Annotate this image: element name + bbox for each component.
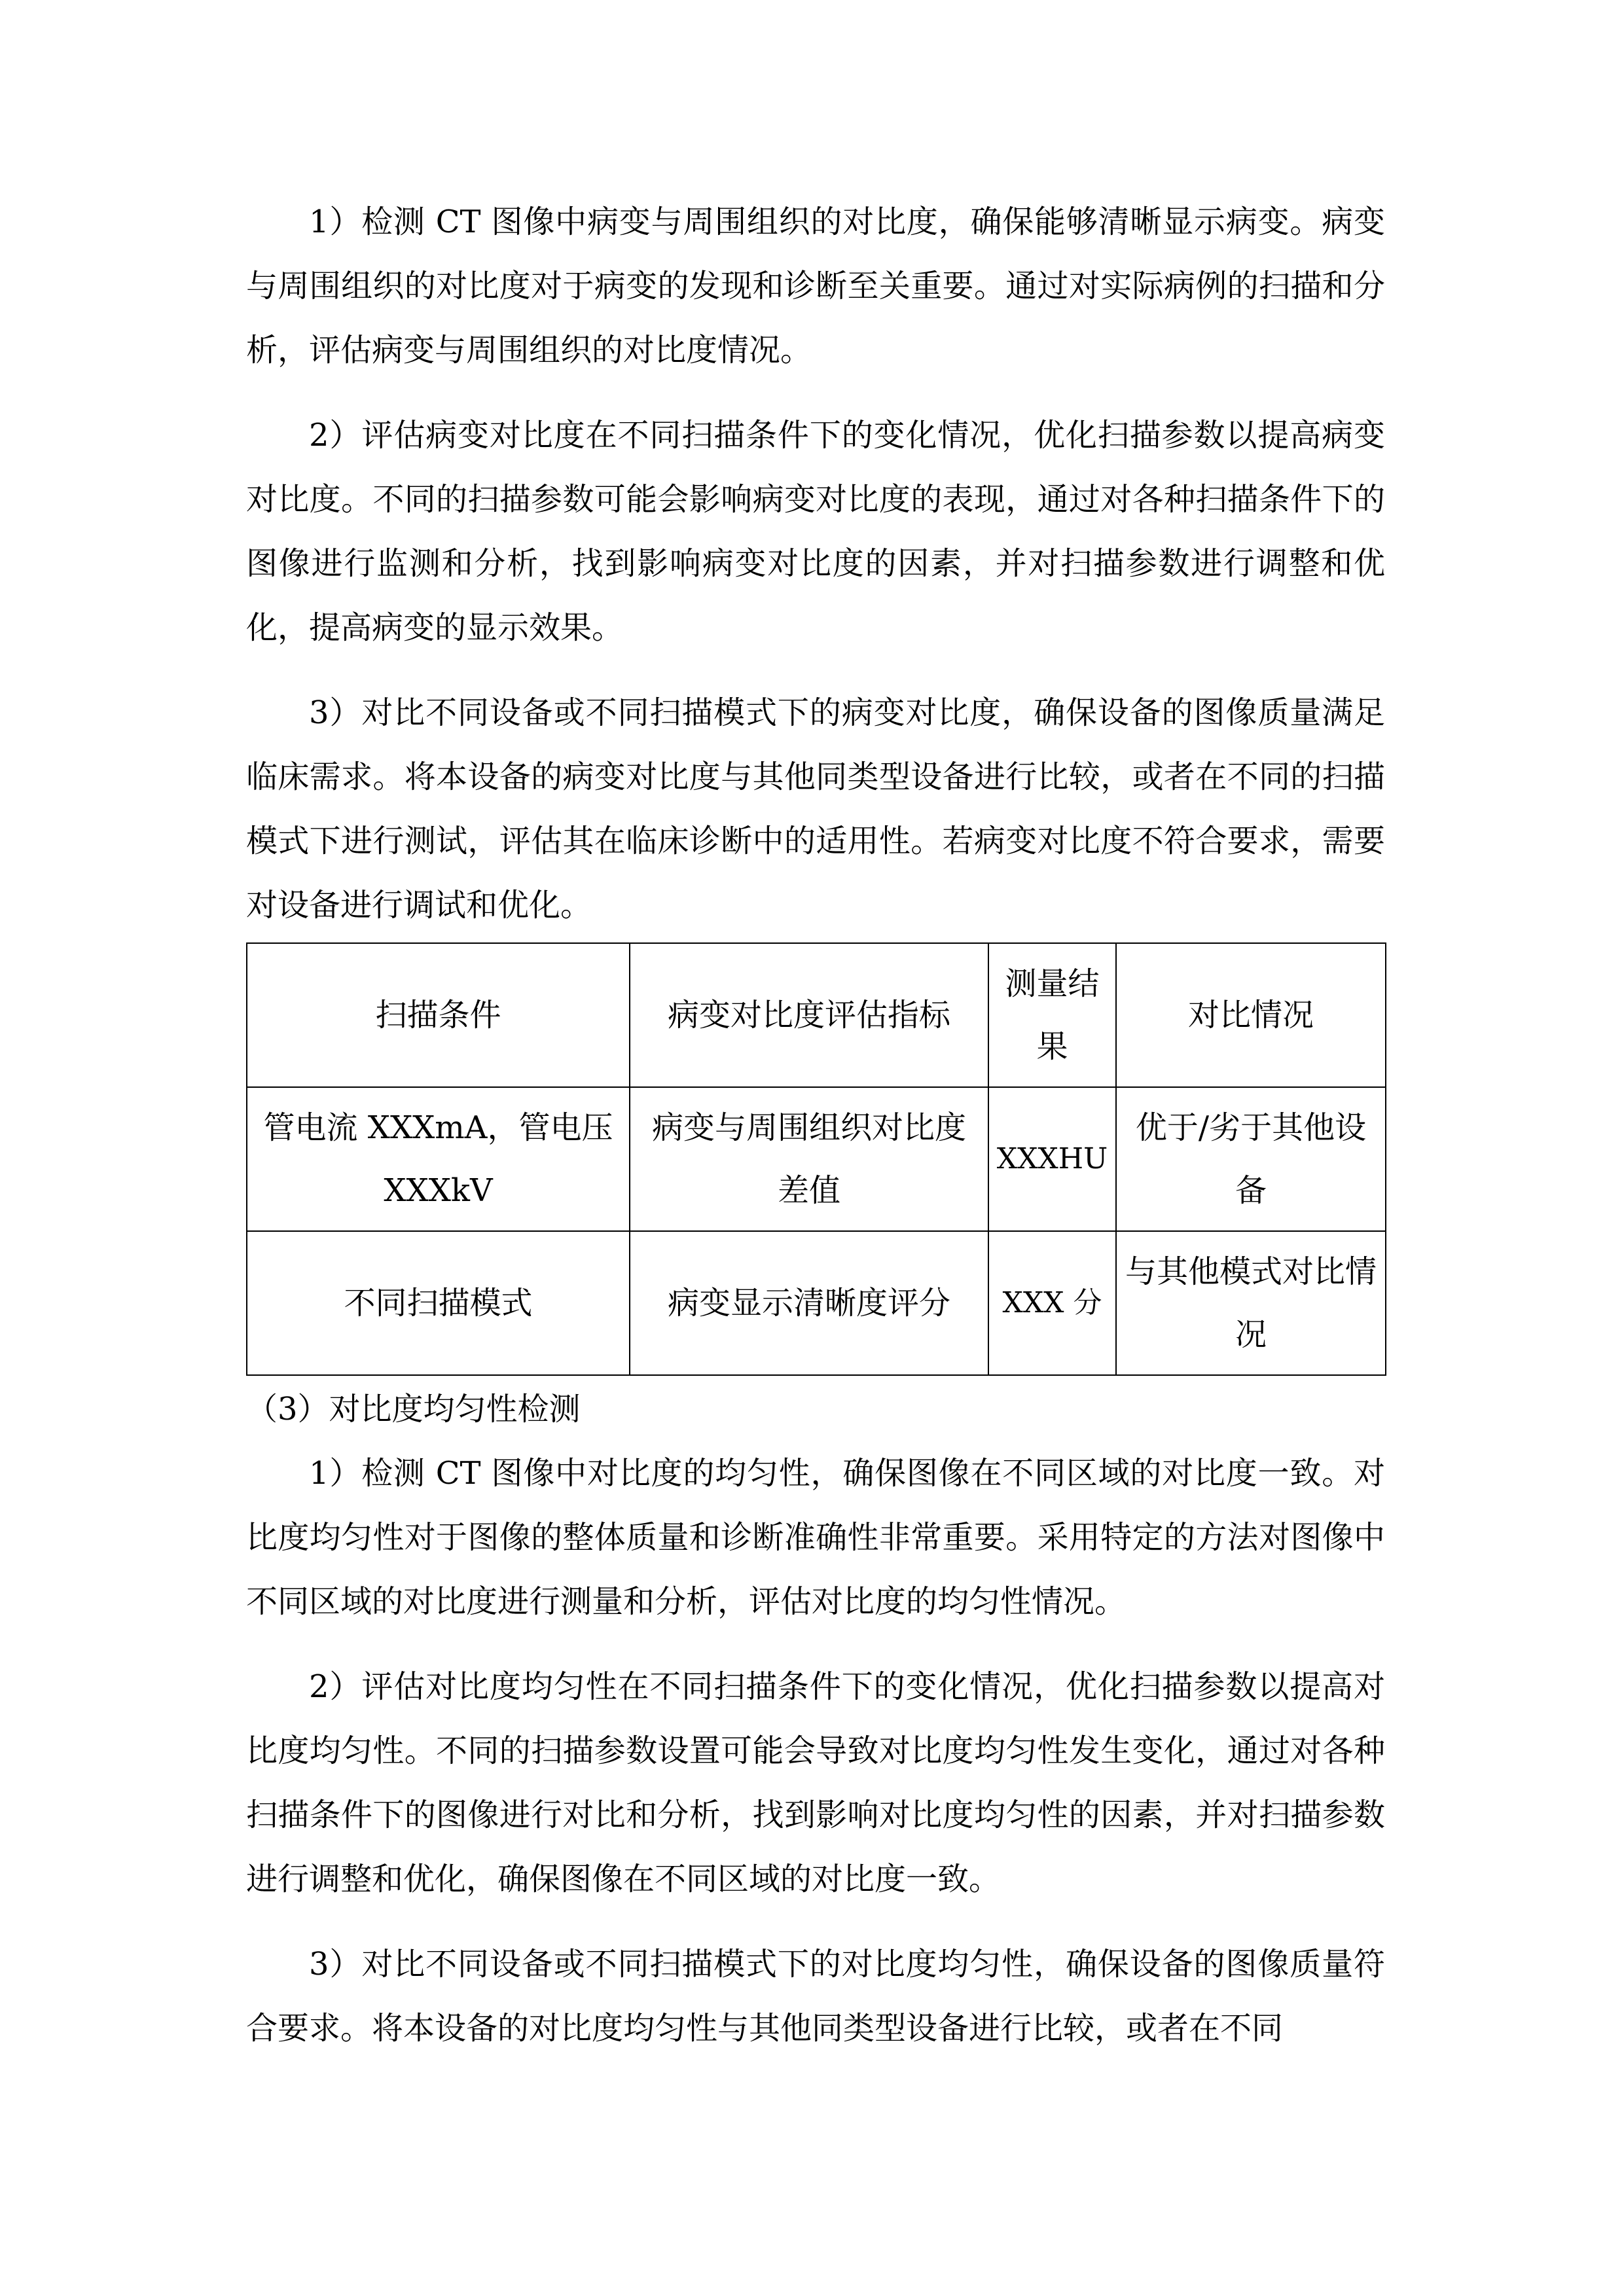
table-row — [247, 1087, 1386, 1231]
header-scan-condition: 扫描条件 — [247, 943, 630, 1087]
table-cell: 病变与周围组织对比度差值 — [630, 1087, 988, 1231]
table-row — [247, 1231, 1386, 1375]
paragraph-uniformity-1: 1）检测 CT 图像中对比度的均匀性，确保图像在不同区域的对比度一致。对比度均匀性对于图像的整体质量和诊断准确性非常重要。采用特定的方法对图像中不同区域的对比度进行测量和分析，评估对比度的均匀性情况。 — [246, 1455, 1385, 1620]
section-heading-contrast-uniformity: （3）对比度均匀性检测 — [246, 1391, 581, 1427]
table-cell: 优于/劣于其他设备 — [1116, 1087, 1386, 1231]
table-cell: XXXHU — [988, 1087, 1116, 1231]
header-measurement-result: 测量结果 — [988, 943, 1116, 1087]
table-header-row — [247, 943, 1386, 1087]
document-page — [246, 190, 1385, 2081]
header-comparison: 对比情况 — [1116, 943, 1386, 1087]
lesion-contrast-table — [246, 942, 1386, 1376]
paragraph-uniformity-2: 2）评估对比度均匀性在不同扫描条件下的变化情况，优化扫描参数以提高对比度均匀性。不同的扫描参数设置可能会导致对比度均匀性发生变化，通过对各种扫描条件下的图像进行对比和分析，找到影响对比度均匀性的因素，并对扫描参数进行调整和优化，确保图像在不同区域的对比度一致。 — [246, 1668, 1385, 1897]
table-cell: 与其他模式对比情况 — [1116, 1231, 1386, 1375]
paragraph-uniformity-3: 3）对比不同设备或不同扫描模式下的对比度均匀性，确保设备的图像质量符合要求。将本设备的对比度均匀性与其他同类型设备进行比较，或者在不同 — [246, 1946, 1385, 2047]
table-cell: 病变显示清晰度评分 — [630, 1231, 988, 1375]
header-evaluation-metric: 病变对比度评估指标 — [630, 943, 988, 1087]
table-cell: 不同扫描模式 — [247, 1231, 630, 1375]
table-cell: XXX 分 — [988, 1231, 1116, 1375]
paragraph-lesion-contrast-2: 2）评估病变对比度在不同扫描条件下的变化情况，优化扫描参数以提高病变对比度。不同的扫描参数可能会影响病变对比度的表现，通过对各种扫描条件下的图像进行监测和分析，找到影响病变对比度的因素，并对扫描参数进行调整和优化，提高病变的显示效果。 — [246, 417, 1385, 646]
paragraph-lesion-contrast-3: 3）对比不同设备或不同扫描模式下的病变对比度，确保设备的图像质量满足临床需求。将本设备的病变对比度与其他同类型设备进行比较，或者在不同的扫描模式下进行测试，评估其在临床诊断中的适用性。若病变对比度不符合要求，需要对设备进行调试和优化。 — [246, 694, 1385, 924]
paragraph-lesion-contrast-1: 1）检测 CT 图像中病变与周围组织的对比度，确保能够清晰显示病变。病变与周围组织的对比度对于病变的发现和诊断至关重要。通过对实际病例的扫描和分析，评估病变与周围组织的对比度情况。 — [246, 204, 1385, 368]
table-cell: 管电流 XXXmA，管电压 XXXkV — [247, 1087, 630, 1231]
